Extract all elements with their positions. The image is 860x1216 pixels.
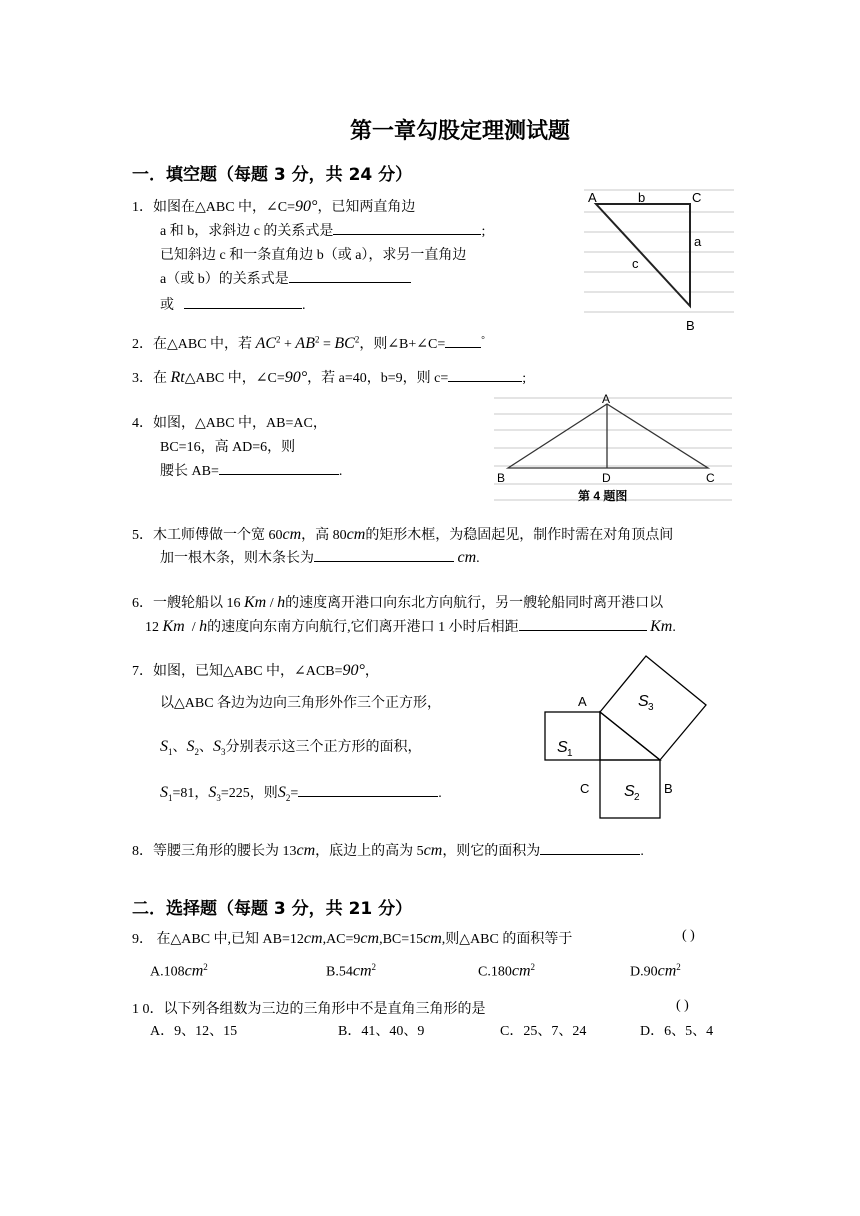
fig7-label-S1-sub: 1 (567, 748, 573, 759)
fig4-caption: 第 4 题图 (578, 489, 628, 503)
question-9-answer-paren[interactable]: ( ) (682, 928, 695, 943)
fig1-label-C: C (692, 190, 702, 205)
fig7-label-S3: S (638, 693, 649, 710)
question-10-option-d[interactable]: D．6、5、4 (640, 1024, 714, 1039)
question-7-line-3: $S_1$、$S_2$、$S_3$分别表示这三个正方形的面积， (160, 738, 422, 757)
fig7-label-S3-sub: 3 (648, 702, 654, 713)
question-2: 2．在△ABC 中，若 $AC^2 + AB^2 = BC^2$，则∠B+∠C= ° (132, 334, 485, 352)
question-8: 8．等腰三角形的腰长为 13cm，底边上的高为 5cm，则它的面积为 . (132, 842, 644, 859)
question-9-option-a[interactable]: $A.108cm^2$ (150, 962, 208, 980)
question-6-line-2: 12 Km / h的速度向东南方向航行,它们离开港口 1 小时后相距 Km. (145, 618, 676, 635)
answer-blank[interactable] (540, 840, 640, 855)
page-title: 第一章勾股定理测试题 (350, 119, 571, 144)
question-6-line-1: 6．一艘轮船以 16 Km / h的速度离开港口向东北方向航行，另一艘轮船同时离开港口以 (132, 594, 664, 611)
question-10-stem: 1 0．以下列各组数为三边的三角形中不是直角三角形的是 (132, 1002, 486, 1017)
answer-blank[interactable] (298, 782, 438, 797)
fig1-label-b: b (638, 190, 646, 205)
question-9-option-b[interactable]: $B.54cm^2$ (326, 962, 376, 980)
question-10-option-b[interactable]: B．41、40、9 (338, 1024, 425, 1039)
fig4-label-A: A (602, 392, 611, 406)
question-1-line-4: a（或 b）的关系式是 (160, 268, 411, 288)
section-heading-multiple-choice: 二．选择题（每题 3 分，共 21 分） (132, 899, 413, 919)
answer-blank[interactable] (314, 547, 454, 562)
question-9-option-c[interactable]: $C.180cm^2$ (478, 962, 535, 980)
question-4-line-1: 4．如图，△ABC 中，AB=AC， (132, 416, 327, 431)
answer-blank[interactable] (333, 220, 481, 235)
question-3: 3．在 Rt△ABC 中，∠C=90°，若 a=40，b=9，则 c= ; (132, 369, 527, 386)
figure-7-squares-on-triangle (540, 650, 720, 830)
fig1-label-B: B (686, 318, 695, 333)
answer-blank[interactable] (448, 367, 522, 382)
section-heading-fill-blank: 一．填空题（每题 3 分，共 24 分） (132, 165, 413, 185)
question-10-option-a[interactable]: A．9、12、15 (150, 1024, 238, 1039)
answer-blank[interactable] (184, 294, 302, 309)
answer-blank[interactable] (289, 268, 411, 283)
question-1-line-2: a 和 b，求斜边 c 的关系式是 ; (160, 220, 485, 240)
fig7-label-C: C (580, 781, 590, 796)
fig4-label-D: D (602, 471, 611, 485)
fig7-label-A: A (578, 694, 587, 709)
question-5-line-1: 5．木工师傅做一个宽 60cm，高 80cm的矩形木框，为稳固起见，制作时需在对角顶点间 (132, 526, 674, 543)
fig4-label-B: B (497, 471, 506, 485)
answer-blank[interactable] (445, 333, 481, 348)
question-9-stem: 9． 在△ABC 中,已知 AB=12cm,AC=9cm,BC=15cm,则△ABC 的面积等于 (132, 930, 573, 947)
fig1-label-a: a (694, 234, 702, 249)
figure-1-right-triangle (584, 182, 734, 338)
question-7-line-1: 7．如图，已知△ABC 中，∠ACB=90°， (132, 662, 379, 679)
question-4-line-2: BC=16，高 AD=6，则 (160, 440, 296, 455)
fig7-label-B: B (664, 781, 673, 796)
fig7-label-S2: S (624, 783, 635, 800)
question-10-answer-paren[interactable]: ( ) (676, 998, 689, 1013)
question-9-option-d[interactable]: $D.90cm^2$ (630, 962, 681, 980)
fig1-label-c: c (632, 256, 639, 271)
fig4-label-C: C (706, 471, 715, 485)
question-1-line-1: 1．如图在△ABC 中，∠C=90°，已知两直角边 (132, 198, 416, 215)
figure-4-isosceles-triangle (494, 390, 732, 504)
question-7-line-4: $S_1=81$，$S_3=225$，则$S_2=$ . (160, 784, 442, 803)
answer-blank[interactable] (219, 460, 339, 475)
question-7-line-2: 以△ABC 各边为边向三角形外作三个正方形， (160, 696, 442, 711)
question-4-line-3: 腰长 AB= . (160, 460, 342, 480)
question-1-line-3: 已知斜边 c 和一条直角边 b（或 a），求另一直角边 (160, 248, 467, 263)
fig7-label-S1: S (557, 739, 568, 756)
question-1-line-5: 或 . (160, 294, 306, 314)
answer-blank[interactable] (519, 616, 647, 631)
fig7-label-S2-sub: 2 (634, 792, 640, 803)
question-10-option-c[interactable]: C．25、7、24 (500, 1024, 587, 1039)
fig1-label-A: A (588, 190, 597, 205)
question-5-line-2: 加一根木条，则木条长为 cm. (160, 549, 480, 566)
